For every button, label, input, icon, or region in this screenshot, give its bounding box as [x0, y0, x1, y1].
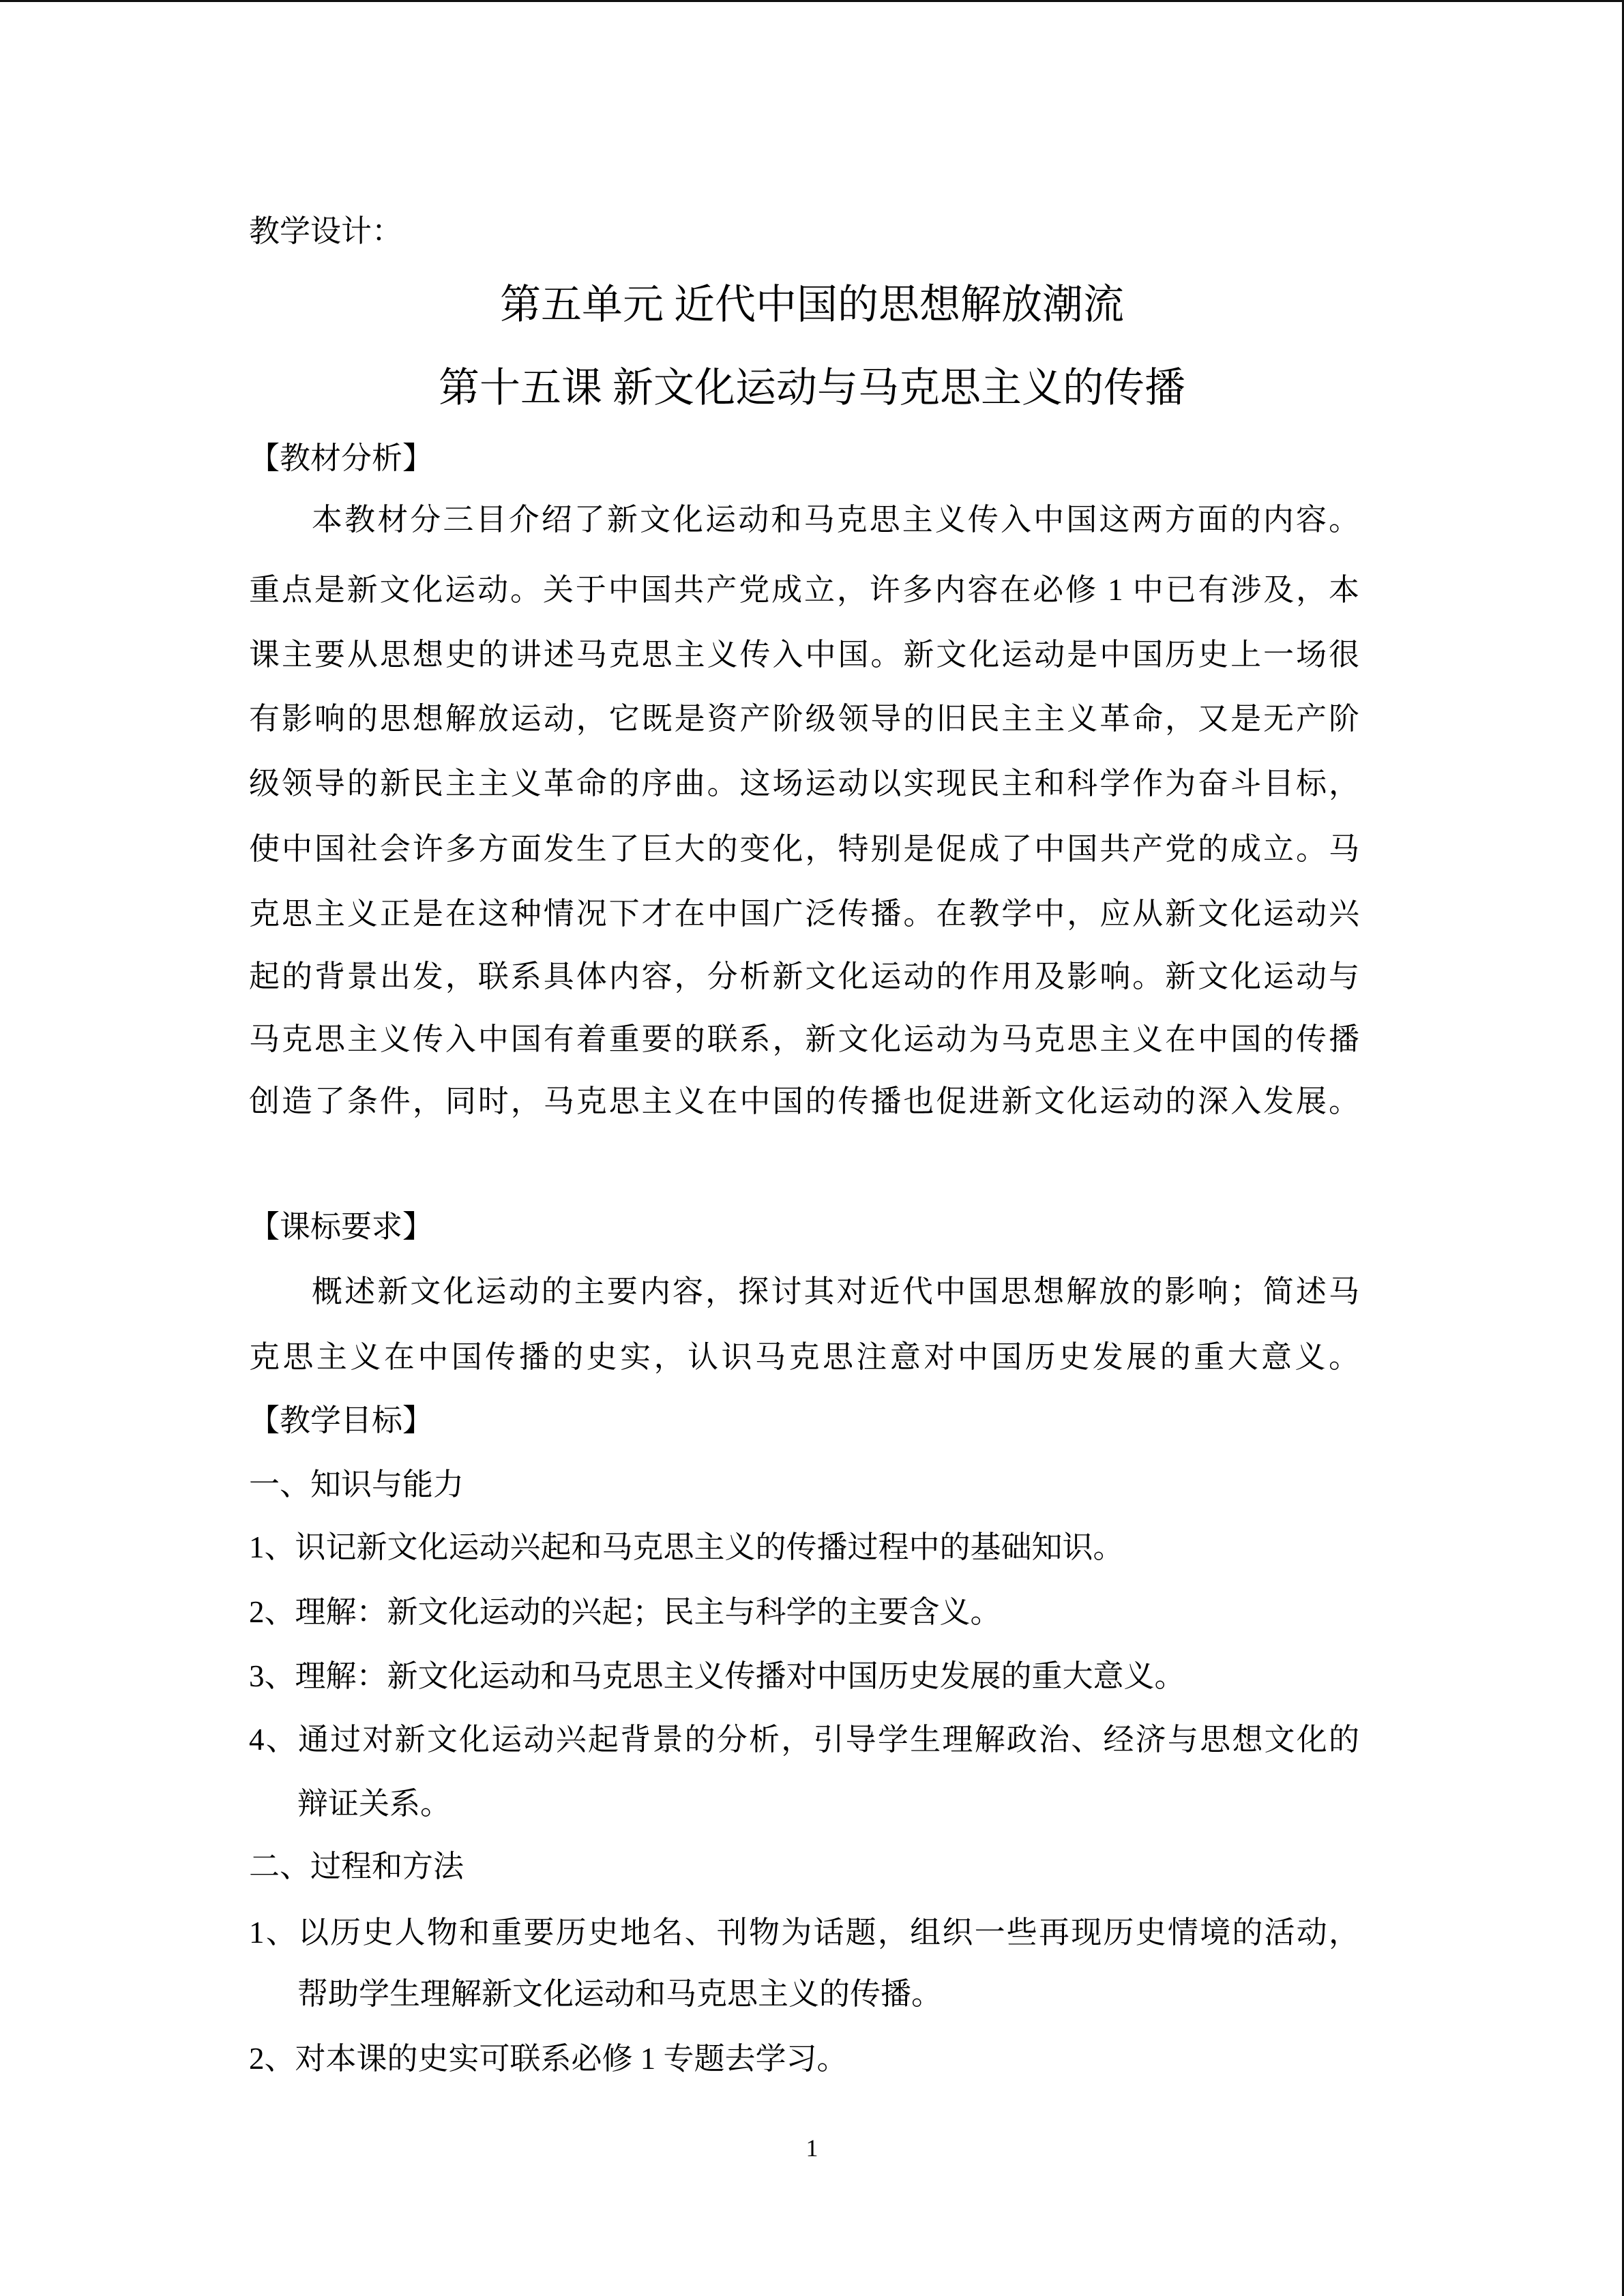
paragraph-line: 克思主义正是在这种情况下才在中国广泛传播。在教学中，应从新文化运动兴	[249, 897, 1359, 931]
goal-item: 2、对本课的史实可联系必修 1 专题去学习。	[249, 2042, 848, 2076]
goal-item: 2、理解：新文化运动的兴起；民主与科学的主要含义。	[249, 1595, 1001, 1629]
goal-item-continuation: 帮助学生理解新文化运动和马克思主义的传播。	[297, 1977, 943, 2011]
doc-label: 教学设计：	[249, 214, 403, 248]
paragraph-line: 马克思主义传入中国有着重要的联系，新文化运动为马克思主义在中国的传播	[249, 1022, 1359, 1056]
paragraph-line: 重点是新文化运动。关于中国共产党成立，许多内容在必修 1 中已有涉及，本	[249, 573, 1359, 607]
paragraph-line: 创造了条件，同时，马克思主义在中国的传播也促进新文化运动的深入发展。	[249, 1084, 1359, 1118]
paragraph-line: 级领导的新民主主义革命的序曲。这场运动以实现民主和科学作为奋斗目标，	[249, 766, 1359, 801]
goal-item-continuation: 辩证关系。	[297, 1787, 452, 1821]
paragraph-line: 课主要从思想史的讲述马克思主义传入中国。新文化运动是中国历史上一场很	[249, 638, 1359, 672]
page-number: 1	[806, 2134, 818, 2162]
goal-item: 1、识记新文化运动兴起和马克思主义的传播过程中的基础知识。	[249, 1530, 1124, 1564]
unit-title: 第五单元 近代中国的思想解放潮流	[500, 282, 1124, 327]
paragraph-line: 有影响的思想解放运动，它既是资产阶级领导的旧民主主义革命，又是无产阶	[249, 702, 1359, 736]
goals-part2-title: 二、过程和方法	[249, 1849, 464, 1883]
paragraph-line: 本教材分三目介绍了新文化运动和马克思主义传入中国这两方面的内容。	[312, 503, 1359, 537]
goal-item: 4、通过对新文化运动兴起背景的分析，引导学生理解政治、经济与思想文化的	[249, 1723, 1359, 1757]
section-heading-material: 【教材分析】	[249, 441, 434, 475]
goal-item: 3、理解：新文化运动和马克思主义传播对中国历史发展的重大意义。	[249, 1659, 1185, 1693]
lesson-title: 第十五课 新文化运动与马克思主义的传播	[439, 366, 1185, 411]
paragraph-line: 起的背景出发，联系具体内容，分析新文化运动的作用及影响。新文化运动与	[249, 959, 1359, 994]
goal-item: 1、以历史人物和重要历史地名、刊物为话题，组织一些再现历史情境的活动，	[249, 1915, 1359, 1950]
section-heading-standard: 【课标要求】	[249, 1210, 434, 1244]
section-heading-goals: 【教学目标】	[249, 1403, 434, 1437]
paragraph-line: 使中国社会许多方面发生了巨大的变化，特别是促成了中国共产党的成立。马	[249, 832, 1359, 866]
paragraph-line: 概述新文化运动的主要内容，探讨其对近代中国思想解放的影响；简述马	[312, 1274, 1359, 1309]
paragraph-line: 克思主义在中国传播的史实，认识马克思注意对中国历史发展的重大意义。	[249, 1340, 1359, 1374]
goals-part1-title: 一、知识与能力	[249, 1467, 464, 1502]
page-border-top	[0, 0, 1624, 2]
